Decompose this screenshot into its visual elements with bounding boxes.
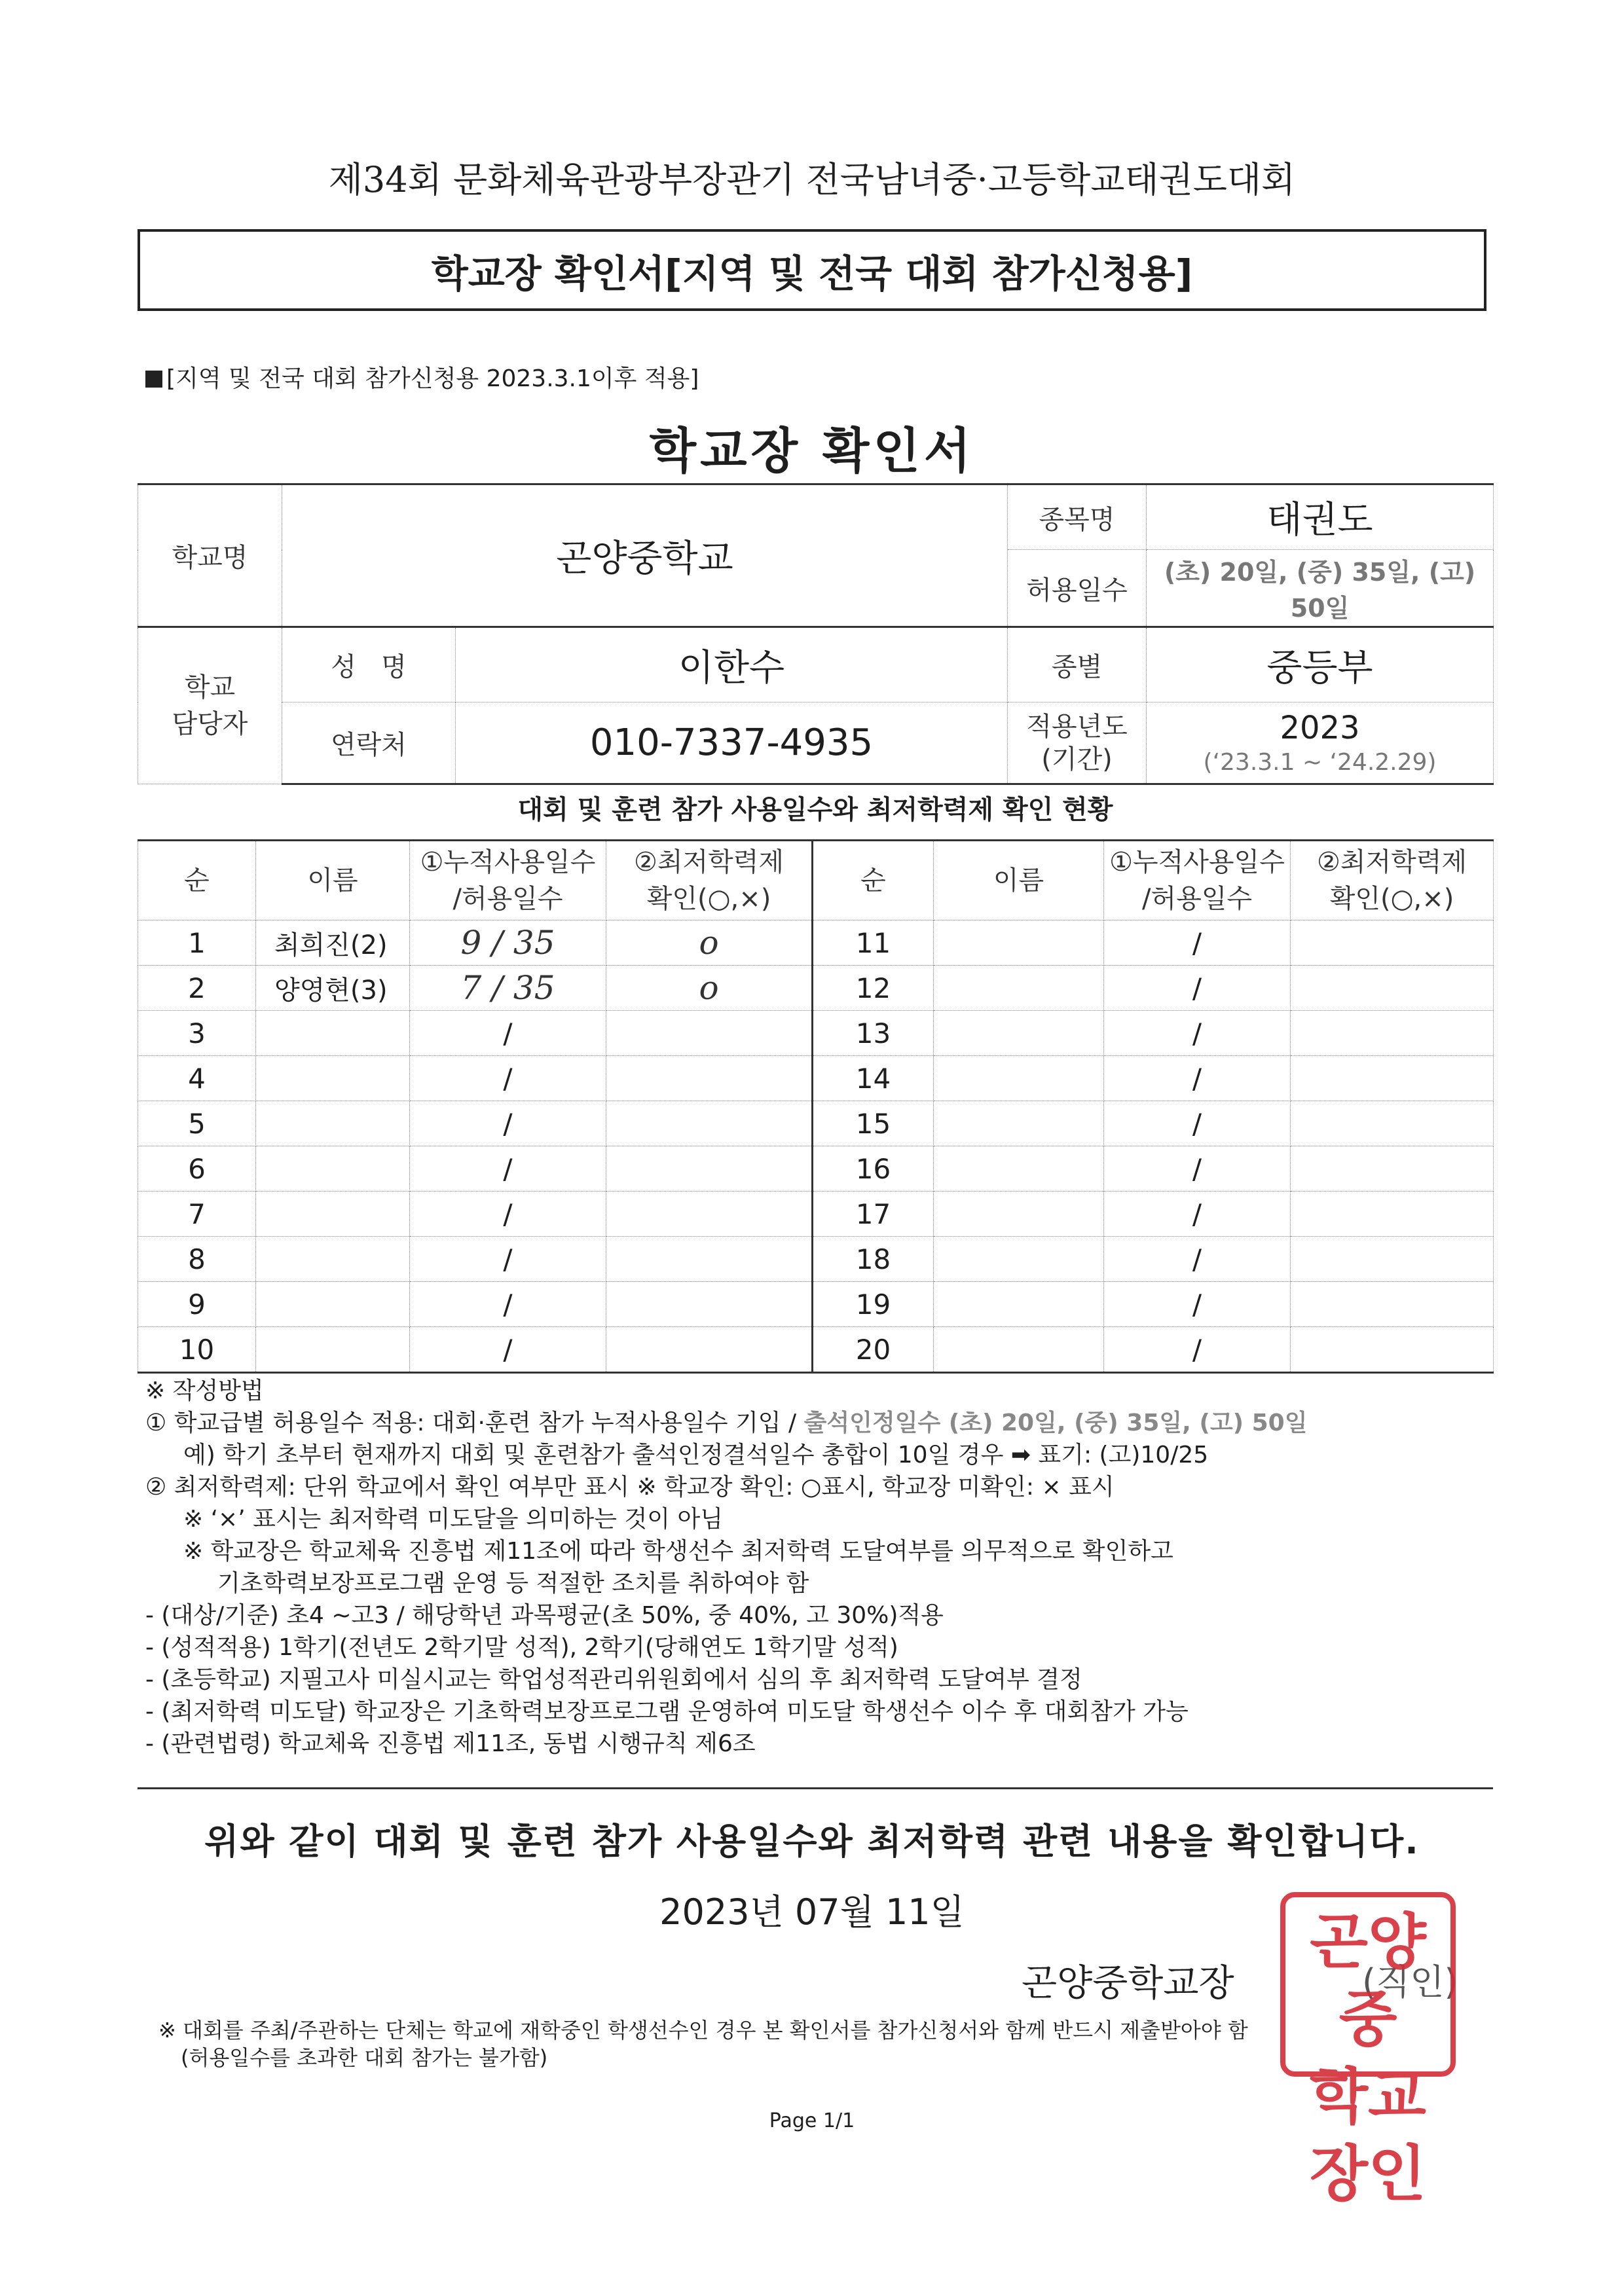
row-name	[934, 1011, 1104, 1056]
row-no: 9	[138, 1282, 256, 1327]
row-no: 13	[813, 1011, 934, 1056]
table-row	[138, 1192, 1494, 1237]
row-days: /	[1104, 1237, 1291, 1282]
footnote	[158, 2016, 1494, 2071]
school-name: 곤양중학교	[282, 484, 1008, 627]
row-min	[606, 1011, 813, 1056]
row-no: 16	[813, 1146, 934, 1192]
row-name	[256, 1056, 410, 1101]
table-row	[138, 1011, 1494, 1056]
square-bullet-icon	[145, 371, 162, 388]
row-name	[256, 1327, 410, 1373]
row-min	[606, 1056, 813, 1101]
table-row	[138, 1146, 1494, 1192]
header-name: 이름	[934, 841, 1104, 920]
subnote: [지역 및 전국 대회 참가신청용 2023.3.1이후 적용]	[145, 360, 699, 393]
row-min	[1291, 1101, 1494, 1146]
row-no: 14	[813, 1056, 934, 1101]
row-no: 19	[813, 1282, 934, 1327]
row-name: 양영현(3)	[256, 966, 410, 1011]
row-days: /	[1104, 1192, 1291, 1237]
method-heading: ※ 작성방법	[145, 1377, 264, 1404]
row-days: /	[1104, 1146, 1291, 1192]
row-no: 7	[138, 1192, 256, 1237]
roster-body	[138, 920, 1494, 1373]
row-days: /	[410, 1192, 606, 1237]
row-days: /	[410, 1327, 606, 1373]
row-name	[256, 1237, 410, 1282]
table-row	[138, 966, 1494, 1011]
row-no: 11	[813, 920, 934, 966]
school-label: 학교명	[138, 484, 282, 627]
row-no: 8	[138, 1237, 256, 1282]
allowed-days-label: 허용일수	[1008, 550, 1147, 627]
row-min	[1291, 1011, 1494, 1056]
method-line-6: 기초학력보장프로그램 운영 등 적절한 조치를 취하여야 함	[217, 1570, 809, 1597]
row-min: o	[606, 920, 813, 966]
method-line-7: - (대상/기준) 초4 ~고3 / 해당학년 과목평균(초 50%, 중 40%, 고 30%)적용	[145, 1602, 944, 1629]
period-value: (‘23.3.1 ~ ‘24.2.29)	[1203, 749, 1437, 776]
method-line-1: ① 학교급별 허용일수 적용: 대회·훈련 참가 누적사용일수 기입 / 출석인정일수 (초) 20일, (중) 35일, (고) 50일	[145, 1410, 1308, 1436]
row-no: 18	[813, 1237, 934, 1282]
table-row	[138, 1056, 1494, 1101]
row-min: o	[606, 966, 813, 1011]
row-days: /	[410, 1101, 606, 1146]
school-seal-stamp: 곤양중 학교장인	[1280, 1892, 1456, 2077]
row-no: 15	[813, 1101, 934, 1146]
row-min	[606, 1237, 813, 1282]
row-name	[256, 1101, 410, 1146]
issue-date: 2023년 07월 11일	[659, 1891, 965, 1933]
row-name	[934, 920, 1104, 966]
event-title: 제34회 문화체육관광부장관기 전국남녀중·고등학교태권도대회	[328, 159, 1296, 200]
row-min	[1291, 1056, 1494, 1101]
sport-label: 종목명	[1008, 484, 1147, 550]
row-days: /	[1104, 1056, 1291, 1101]
official-seal-mark: (직인)	[1362, 1961, 1458, 2003]
year-value: 2023	[1280, 710, 1360, 746]
allowed-days-value: (초) 20일, (중) 35일, (고) 50일	[1147, 550, 1494, 627]
row-days: /	[1104, 920, 1291, 966]
year-cell	[1147, 702, 1494, 784]
row-days: /	[1104, 1101, 1291, 1146]
header-days: ①누적사용일수 /허용일수	[410, 841, 606, 920]
row-min	[1291, 920, 1494, 966]
row-name	[256, 1146, 410, 1192]
header-days: ①누적사용일수 /허용일수	[1104, 841, 1291, 920]
row-min	[1291, 1327, 1494, 1373]
manager-label: 학교 담당자	[138, 627, 282, 784]
row-no: 6	[138, 1146, 256, 1192]
row-days: /	[1104, 1327, 1291, 1373]
method-line-4: ※ ‘×’ 표시는 최저학력 미도달을 의미하는 것이 아님	[183, 1506, 724, 1533]
row-name	[934, 1237, 1104, 1282]
row-days: /	[410, 1237, 606, 1282]
row-days: /	[410, 1146, 606, 1192]
row-name	[934, 1146, 1104, 1192]
method-line-5: ※ 학교장은 학교체육 진흥법 제11조에 따라 학생선수 최저학력 도달여부를 의무적으로 확인하고	[183, 1538, 1173, 1565]
confirmation-statement: 위와 같이 대회 및 훈련 참가 사용일수와 최저학력 관련 내용을 확인합니다.	[204, 1821, 1420, 1862]
document-title: 학교장 확인서	[649, 423, 975, 479]
writing-method	[145, 1375, 1494, 1760]
row-name	[934, 1192, 1104, 1237]
method-line-2: 예) 학기 초부터 현재까지 대회 및 훈련참가 출석인정결석일수 총합이 10일 경우 ➡ 표기: (고)10/25	[183, 1442, 1209, 1468]
row-no: 20	[813, 1327, 934, 1373]
header-name: 이름	[256, 841, 410, 920]
row-no: 10	[138, 1327, 256, 1373]
row-min	[1291, 1146, 1494, 1192]
manager-name: 이한수	[456, 627, 1008, 702]
row-days: 7 / 35	[410, 966, 606, 1011]
row-name	[934, 1101, 1104, 1146]
row-name: 최희진(2)	[256, 920, 410, 966]
row-name	[934, 966, 1104, 1011]
row-no: 1	[138, 920, 256, 966]
division-label: 종별	[1008, 627, 1147, 702]
method-line-3: ② 최저학력제: 단위 학교에서 확인 여부만 표시 ※ 학교장 확인: ○표시, 학교장 미확인: × 표시	[145, 1474, 1115, 1501]
table-row	[138, 920, 1494, 966]
header-min: ②최저학력제 확인(○,×)	[606, 841, 813, 920]
table-row	[138, 1237, 1494, 1282]
header-no: 순	[138, 841, 256, 920]
footnote-line-1: ※ 대회를 주최/주관하는 단체는 학교에 재학중인 학생선수인 경우 본 확인서를 참가신청서와 함께 반드시 제출받아야 함	[158, 2018, 1248, 2043]
row-days: 9 / 35	[410, 920, 606, 966]
row-name	[256, 1282, 410, 1327]
name-label: 성 명	[282, 627, 456, 702]
row-days: /	[1104, 966, 1291, 1011]
row-no: 12	[813, 966, 934, 1011]
contact-value: 010-7337-4935	[456, 702, 1008, 784]
row-no: 3	[138, 1011, 256, 1056]
row-days: /	[410, 1282, 606, 1327]
divider	[138, 1787, 1493, 1789]
row-name	[256, 1011, 410, 1056]
row-min	[606, 1192, 813, 1237]
info-table	[138, 483, 1493, 785]
row-min	[606, 1146, 813, 1192]
principal-title: 곤양중학교장	[1022, 1962, 1234, 2005]
table-row	[138, 1101, 1494, 1146]
method-line-10: - (최저학력 미도달) 학교장은 기초학력보장프로그램 운영하여 미도달 학생선수 이수 후 대회참가 가능	[145, 1698, 1189, 1725]
row-name	[934, 1327, 1104, 1373]
row-name	[256, 1192, 410, 1237]
page-number: Page 1/1	[769, 2109, 855, 2132]
year-label: 적용년도 (기간)	[1008, 702, 1147, 784]
method-line-8: - (성적적용) 1학기(전년도 2학기말 성적), 2학기(당해연도 1학기말 성적)	[145, 1634, 898, 1661]
row-name	[934, 1056, 1104, 1101]
contact-label: 연락처	[282, 702, 456, 784]
row-name	[934, 1282, 1104, 1327]
header-min: ②최저학력제 확인(○,×)	[1291, 841, 1494, 920]
division-value: 중등부	[1147, 627, 1494, 702]
row-no: 2	[138, 966, 256, 1011]
table-row	[138, 1282, 1494, 1327]
method-line-11: - (관련법령) 학교체육 진흥법 제11조, 동법 시행규칙 제6조	[145, 1730, 756, 1757]
row-days: /	[410, 1056, 606, 1101]
row-min	[606, 1101, 813, 1146]
roster-title: 대회 및 훈련 참가 사용일수와 최저학력제 확인 현황	[517, 795, 1113, 825]
banner-title: 학교장 확인서[지역 및 전국 대회 참가신청용]	[138, 229, 1486, 311]
row-min	[1291, 1192, 1494, 1237]
row-no: 4	[138, 1056, 256, 1101]
roster-table	[138, 839, 1493, 1374]
row-days: /	[410, 1011, 606, 1056]
footnote-line-2: (허용일수를 초과한 대회 참가는 불가함)	[181, 2045, 548, 2070]
row-min	[1291, 1237, 1494, 1282]
method-line-9: - (초등학교) 지필고사 미실시교는 학업성적관리위원회에서 심의 후 최저학력 도달여부 결정	[145, 1666, 1082, 1693]
row-min	[1291, 966, 1494, 1011]
header-no: 순	[813, 841, 934, 920]
row-min	[606, 1327, 813, 1373]
row-days: /	[1104, 1282, 1291, 1327]
row-min	[1291, 1282, 1494, 1327]
row-no: 5	[138, 1101, 256, 1146]
row-days: /	[1104, 1011, 1291, 1056]
sport-value: 태권도	[1147, 484, 1494, 550]
row-no: 17	[813, 1192, 934, 1237]
table-row	[138, 1327, 1494, 1373]
row-min	[606, 1282, 813, 1327]
